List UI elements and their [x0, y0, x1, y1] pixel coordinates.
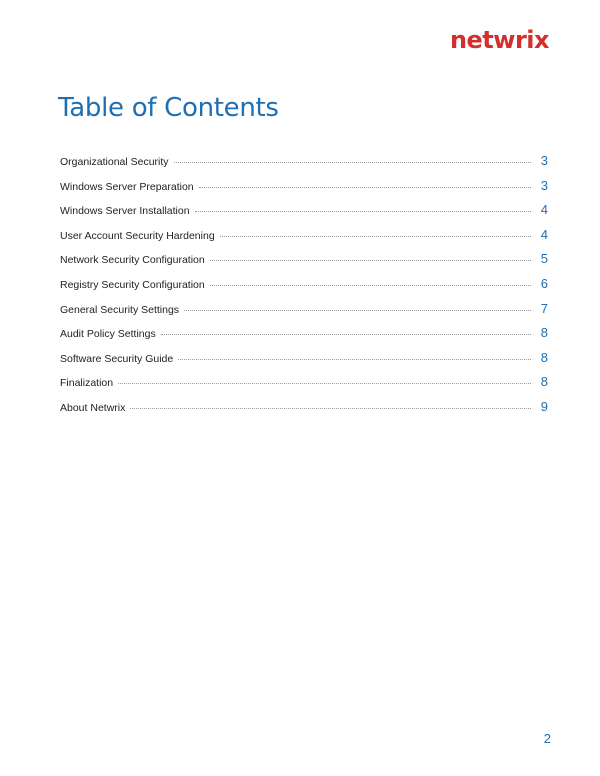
- toc-entry-page: 4: [540, 226, 548, 242]
- page-number: 2: [543, 731, 551, 746]
- table-of-contents: [60, 153, 548, 424]
- toc-entry-page: 9: [540, 398, 548, 414]
- toc-entry-page: 5: [540, 251, 548, 267]
- toc-entry-page: 3: [540, 177, 548, 193]
- toc-entry-label: Windows Server Preparation: [60, 180, 194, 193]
- toc-entry-page: 8: [540, 325, 548, 341]
- dot-leader: [178, 359, 531, 360]
- toc-entry-page: 8: [540, 349, 548, 365]
- netwrix-logo: netwrix: [449, 26, 549, 54]
- toc-entry-label: Audit Policy Settings: [60, 328, 156, 341]
- toc-entry-label: Organizational Security: [60, 156, 169, 168]
- toc-entry-page: 7: [540, 300, 548, 316]
- dot-leader: [184, 310, 531, 311]
- dot-leader: [220, 236, 531, 237]
- toc-entry-page: 6: [540, 275, 548, 291]
- dot-leader: [199, 187, 531, 188]
- toc-entry-label: Windows Server Installation: [60, 205, 190, 218]
- dot-leader: [161, 334, 531, 335]
- toc-entry[interactable]: [60, 202, 548, 227]
- toc-entry[interactable]: [60, 350, 548, 375]
- toc-entry-label: About Netwrix: [60, 401, 126, 414]
- toc-entry-label: Registry Security Configuration: [60, 278, 205, 291]
- dot-leader: [210, 285, 531, 286]
- dot-leader: [174, 162, 531, 163]
- toc-entry[interactable]: [60, 399, 548, 424]
- toc-entry-page: 8: [540, 374, 548, 390]
- dot-leader: [195, 211, 531, 212]
- toc-entry-page: 4: [540, 202, 548, 218]
- toc-entry[interactable]: [60, 251, 548, 276]
- toc-entry-label: General Security Settings: [60, 303, 180, 316]
- dot-leader: [118, 383, 531, 384]
- dot-leader: [210, 260, 531, 261]
- toc-entry[interactable]: [60, 153, 548, 178]
- toc-entry-label: Finalization: [60, 377, 114, 390]
- dot-leader: [130, 408, 531, 409]
- toc-entry[interactable]: [60, 178, 548, 203]
- toc-entry[interactable]: [60, 276, 548, 301]
- toc-entry[interactable]: [60, 227, 548, 252]
- toc-entry[interactable]: [60, 301, 548, 326]
- toc-entry-label: Network Security Configuration: [60, 254, 205, 267]
- toc-entry[interactable]: [60, 374, 548, 399]
- toc-entry[interactable]: [60, 325, 548, 350]
- page-title: Table of Contents: [58, 93, 279, 123]
- toc-entry-label: Software Security Guide: [60, 352, 174, 365]
- toc-entry-page: 3: [540, 153, 548, 168]
- toc-entry-label: User Account Security Hardening: [60, 229, 215, 242]
